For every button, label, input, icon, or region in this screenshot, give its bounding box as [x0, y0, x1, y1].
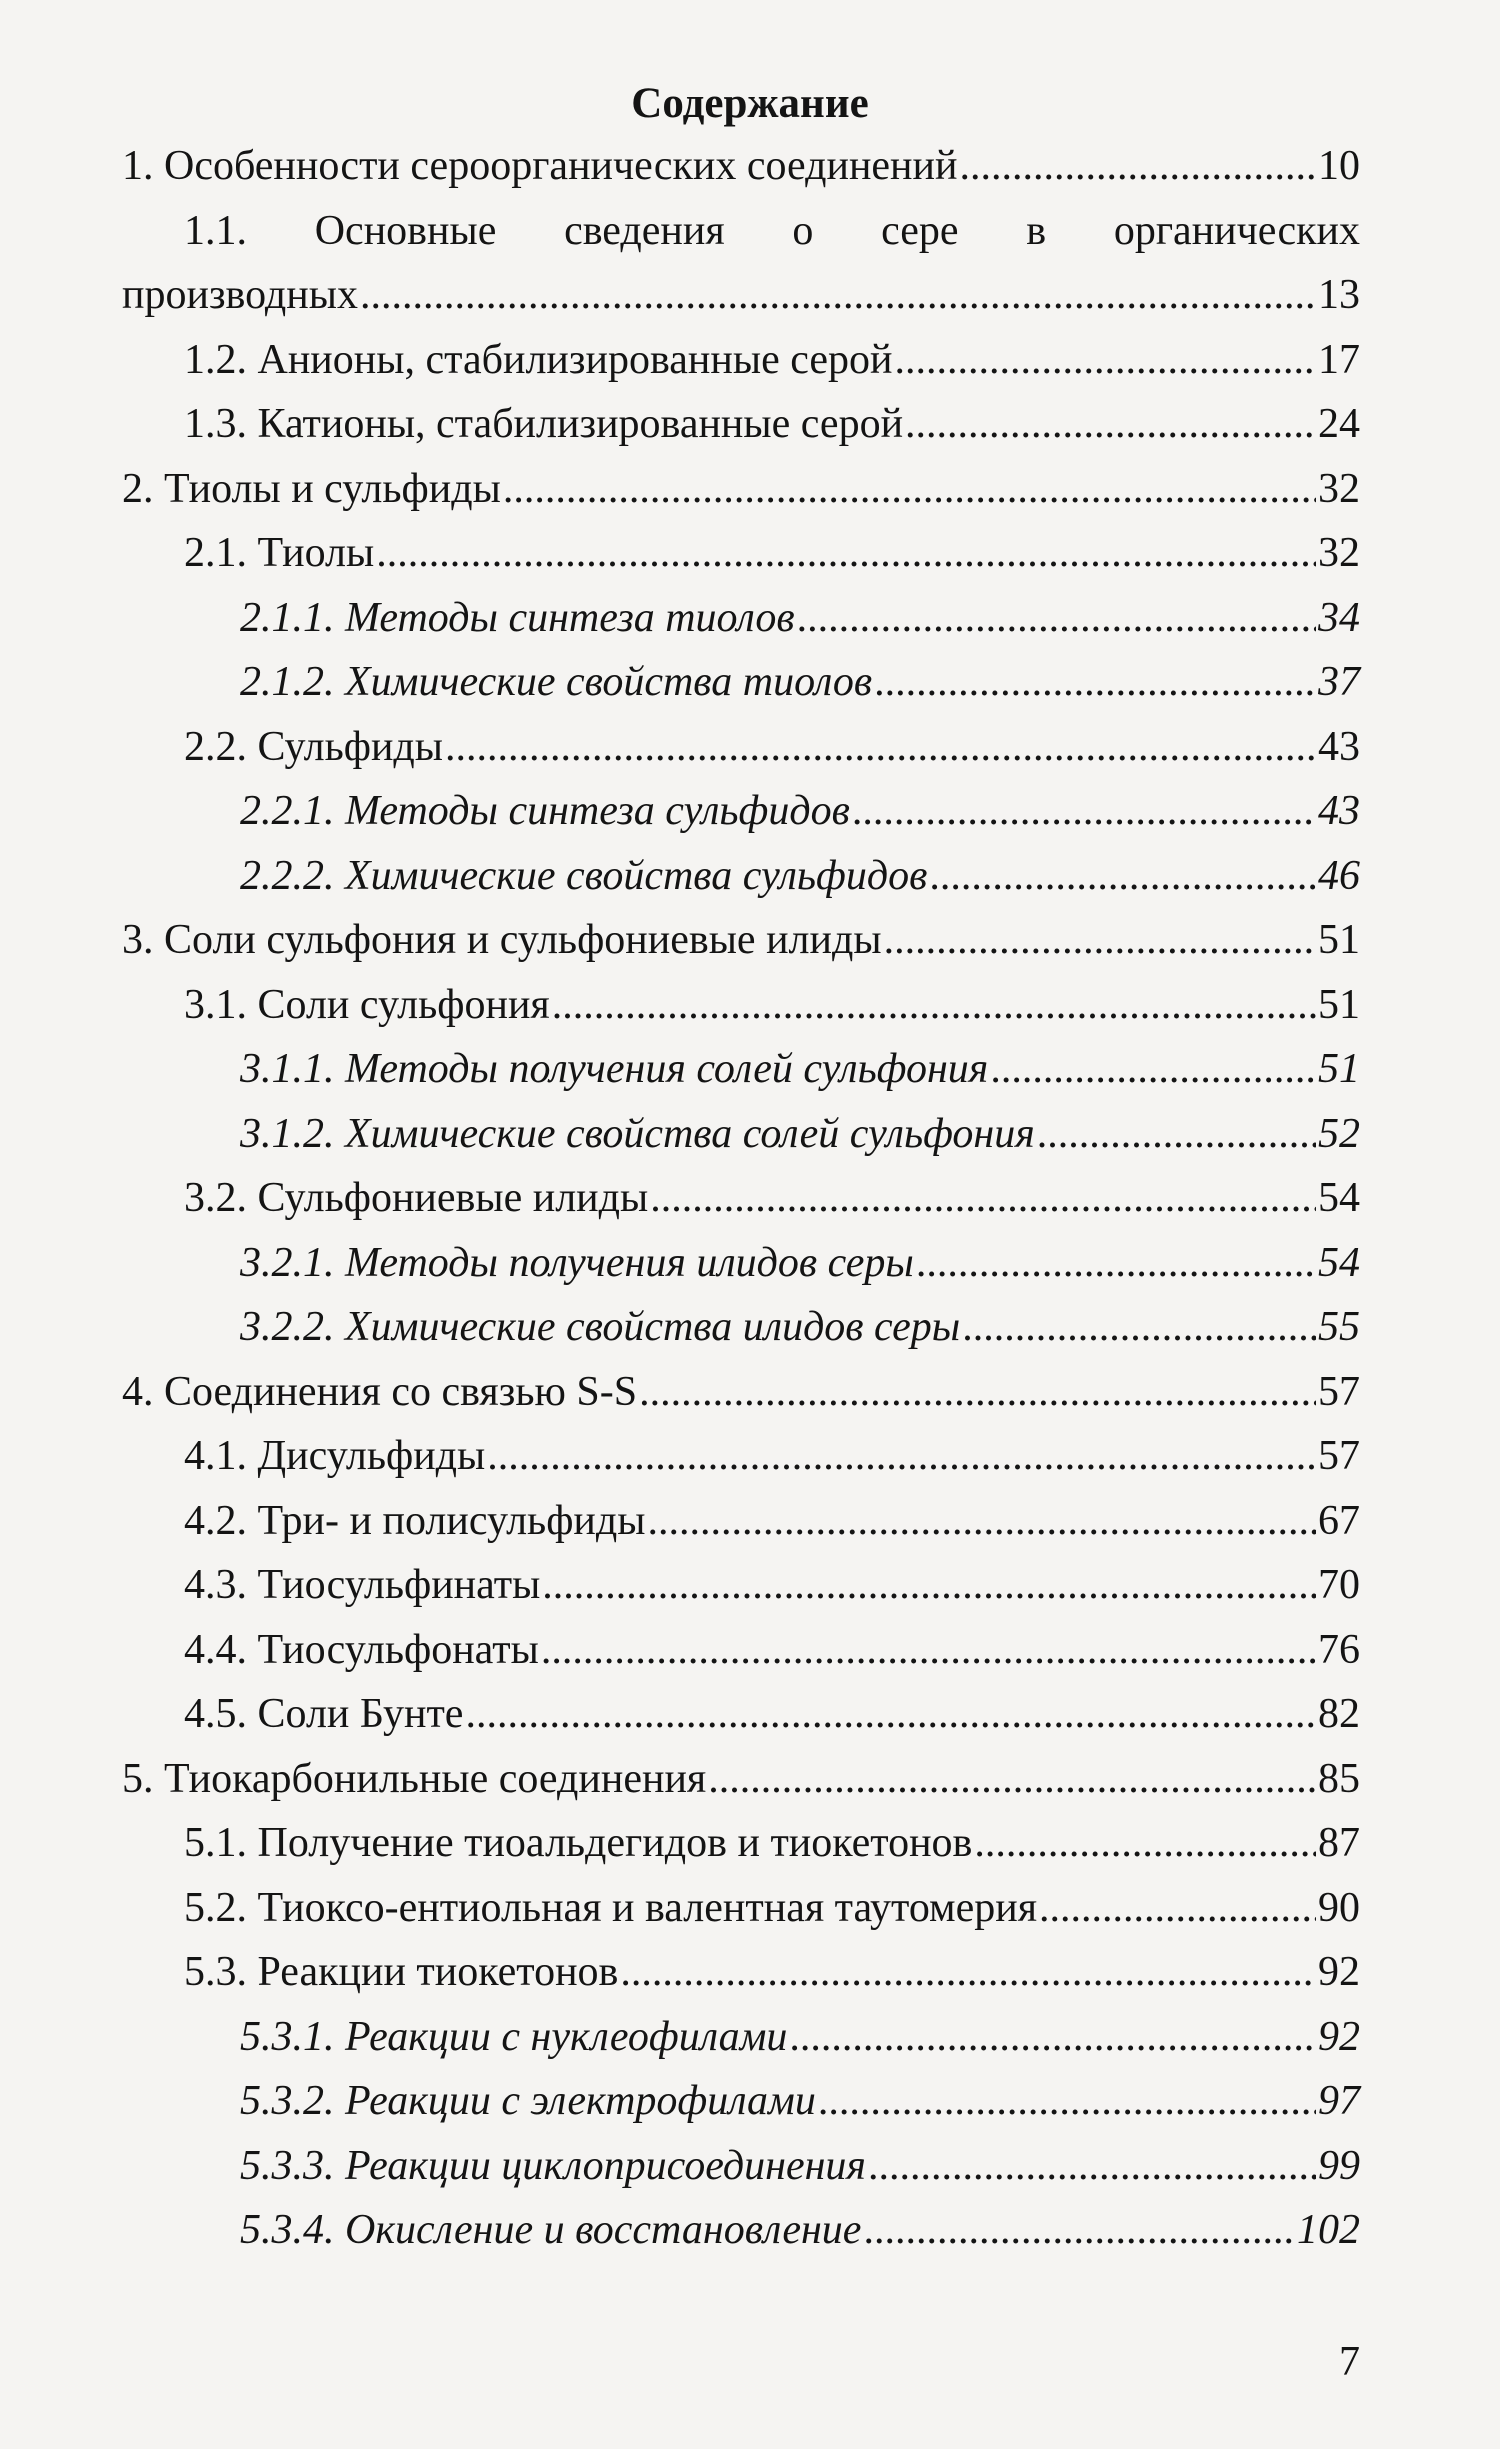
toc-entry[interactable]	[122, 392, 1360, 457]
toc-entry[interactable]	[122, 1231, 1360, 1296]
toc-entry-page: 32	[1318, 530, 1360, 576]
toc-entry-label: 2.2.1. Методы синтеза сульфидов	[240, 788, 850, 834]
toc-entry[interactable]	[122, 1102, 1360, 1167]
toc-entry[interactable]	[122, 1876, 1360, 1941]
toc-entry-label: 5.3.4. Окисление и восстановление	[240, 2207, 862, 2253]
dot-leader	[376, 521, 1316, 586]
toc-entry-word: органических	[1113, 207, 1360, 254]
dot-leader	[929, 844, 1316, 909]
toc-entry-page: 82	[1318, 1691, 1360, 1737]
toc-entry[interactable]	[122, 715, 1360, 780]
toc-entry-page: 76	[1318, 1626, 1360, 1673]
dot-leader	[797, 586, 1316, 651]
toc-entry-page: 90	[1318, 1884, 1360, 1931]
toc-entry-label: 5.3. Реакции тиокетонов	[184, 1949, 619, 1995]
toc-entry-page: 87	[1318, 1820, 1360, 1866]
toc-entry-label: 4.1. Дисульфиды	[184, 1433, 486, 1479]
dot-leader	[360, 263, 1316, 328]
toc-entry-page: 43	[1318, 723, 1360, 770]
dot-leader	[962, 1295, 1316, 1360]
dot-leader	[487, 1424, 1316, 1489]
page-number: 7	[1339, 2339, 1360, 2385]
toc-entry[interactable]	[122, 1360, 1360, 1425]
toc-entry-label: производных	[122, 272, 358, 318]
toc-entry-page: 97	[1318, 2078, 1360, 2124]
dot-leader	[990, 1037, 1316, 1102]
toc-entry[interactable]	[122, 328, 1360, 393]
toc-entry-label: 4.5. Соли Бунте	[184, 1691, 464, 1737]
toc-entry-page: 51	[1318, 981, 1360, 1028]
toc-entry-page: 51	[1318, 1046, 1360, 1092]
toc-entry-word: сере	[881, 207, 959, 254]
toc-entry-label: 2.1.1. Методы синтеза тиолов	[240, 594, 795, 641]
toc-entry-page: 92	[1318, 1949, 1360, 1995]
toc-entry[interactable]	[122, 1811, 1360, 1876]
toc-entry[interactable]	[122, 1424, 1360, 1489]
toc-entry[interactable]	[122, 1166, 1360, 1231]
toc-entry-page: 24	[1318, 401, 1360, 447]
dot-leader	[639, 1360, 1316, 1425]
dot-leader	[818, 2069, 1316, 2134]
toc-entry-page: 46	[1318, 852, 1360, 899]
toc-entry-label: 5.3.1. Реакции с нуклеофилами	[240, 2013, 788, 2060]
toc-entry[interactable]	[122, 2198, 1360, 2263]
toc-entry-page: 17	[1318, 336, 1360, 383]
toc-entry[interactable]	[122, 779, 1360, 844]
toc-entry[interactable]	[122, 1940, 1360, 2005]
dot-leader	[1039, 1876, 1316, 1941]
toc-entry-label: 3. Соли сульфония и сульфониевые илиды	[122, 917, 882, 963]
toc-entry-wrapped-line	[122, 199, 1360, 264]
toc-entry-page: 10	[1318, 143, 1360, 189]
toc-entry-label: 2.1. Тиолы	[184, 530, 375, 576]
toc-entry[interactable]	[122, 1295, 1360, 1360]
toc-entry-word: о	[792, 207, 814, 254]
dot-leader	[542, 1553, 1316, 1618]
toc-entry-word: сведения	[564, 207, 725, 254]
dot-leader	[708, 1747, 1316, 1812]
toc-entry-label: 3.2.1. Методы получения илидов серы	[240, 1239, 914, 1286]
dot-leader	[789, 2005, 1316, 2070]
toc-entry-word: в	[1026, 207, 1047, 254]
dot-leader	[916, 1231, 1316, 1296]
dot-leader	[874, 650, 1316, 715]
toc-entry-label: 4. Соединения со связью S-S	[122, 1368, 638, 1415]
toc-entry[interactable]	[122, 973, 1360, 1038]
toc-entry-page: 54	[1318, 1175, 1360, 1221]
toc-entry[interactable]	[122, 1037, 1360, 1102]
toc-entry-page: 99	[1318, 2142, 1360, 2189]
toc-entry-page: 102	[1297, 2207, 1360, 2253]
toc-entry-label: 3.2.2. Химические свойства илидов серы	[240, 1304, 961, 1350]
toc-entry-page: 70	[1318, 1562, 1360, 1608]
toc-entry-page: 54	[1318, 1239, 1360, 1286]
toc-entry-label: 3.1.1. Методы получения солей сульфония	[240, 1046, 989, 1092]
toc-entry[interactable]	[122, 1553, 1360, 1618]
toc-entry-label: 3.2. Сульфониевые илиды	[184, 1175, 649, 1221]
toc-entry-label: 3.1.2. Химические свойства солей сульфония	[240, 1110, 1035, 1157]
table-of-contents	[122, 134, 1360, 2263]
toc-entry-label: 1.3. Катионы, стабилизированные серой	[184, 401, 904, 447]
toc-entry-label: 4.3. Тиосульфинаты	[184, 1562, 541, 1608]
toc-entry[interactable]	[122, 1489, 1360, 1554]
dot-leader	[974, 1811, 1316, 1876]
toc-entry[interactable]	[122, 1682, 1360, 1747]
toc-entry-page: 57	[1318, 1368, 1360, 1415]
page-title: Содержание	[631, 80, 869, 127]
toc-entry[interactable]	[122, 2134, 1360, 2199]
dot-leader	[650, 1166, 1316, 1231]
toc-entry-label: 5.3.2. Реакции с электрофилами	[240, 2078, 816, 2124]
toc-entry-label: 5. Тиокарбонильные соединения	[122, 1755, 707, 1802]
toc-entry-label: 2.2. Сульфиды	[184, 723, 444, 770]
dot-leader	[863, 2198, 1295, 2263]
toc-entry-word: 1.1.	[184, 207, 247, 254]
toc-entry-label: 2.1.2. Химические свойства тиолов	[240, 659, 873, 705]
toc-entry-page: 34	[1318, 594, 1360, 641]
dot-leader	[852, 779, 1316, 844]
toc-entry-label: 3.1. Соли сульфония	[184, 981, 550, 1028]
toc-entry[interactable]	[122, 134, 1360, 199]
dot-leader	[960, 134, 1317, 199]
dot-leader	[894, 328, 1316, 393]
toc-entry-page: 85	[1318, 1755, 1360, 1802]
toc-entry[interactable]	[122, 1747, 1360, 1812]
toc-entry[interactable]	[122, 908, 1360, 973]
toc-entry-label: 5.3.3. Реакции циклоприсоединения	[240, 2142, 866, 2189]
dot-leader	[541, 1618, 1316, 1683]
toc-entry-word: Основные	[314, 207, 497, 254]
toc-entry-page: 57	[1318, 1433, 1360, 1479]
toc-entry[interactable]	[122, 2005, 1360, 2070]
dot-leader	[465, 1682, 1316, 1747]
toc-entry-page: 55	[1318, 1304, 1360, 1350]
toc-entry-page: 51	[1318, 917, 1360, 963]
toc-entry-label: 1.2. Анионы, стабилизированные серой	[184, 336, 893, 383]
toc-entry-page: 32	[1318, 465, 1360, 512]
toc-entry[interactable]	[122, 650, 1360, 715]
dot-leader	[884, 908, 1316, 973]
toc-entry-label: 4.4. Тиосульфонаты	[184, 1626, 539, 1673]
toc-entry-page: 13	[1318, 272, 1360, 318]
toc-entry-label: 4.2. Три- и полисульфиды	[184, 1497, 646, 1544]
toc-entry-page: 52	[1318, 1110, 1360, 1157]
toc-entry-label: 5.2. Тиоксо-ентиольная и валентная таутомерия	[184, 1884, 1038, 1931]
dot-leader	[445, 715, 1316, 780]
toc-entry[interactable]	[122, 586, 1360, 651]
toc-entry-label: 5.1. Получение тиоальдегидов и тиокетонов	[184, 1820, 973, 1866]
dot-leader	[648, 1489, 1317, 1554]
dot-leader	[552, 973, 1316, 1038]
toc-entry[interactable]	[122, 457, 1360, 522]
toc-entry[interactable]	[122, 1618, 1360, 1683]
dot-leader	[1037, 1102, 1316, 1167]
dot-leader	[620, 1940, 1316, 2005]
toc-entry-page: 37	[1318, 659, 1360, 705]
toc-entry[interactable]	[122, 521, 1360, 586]
toc-entry[interactable]	[122, 844, 1360, 909]
toc-entry-label: 2. Тиолы и сульфиды	[122, 465, 501, 512]
toc-entry-page: 43	[1318, 788, 1360, 834]
dot-leader	[905, 392, 1316, 457]
toc-entry-label: 1. Особенности сероорганических соединений	[122, 143, 958, 189]
toc-entry[interactable]	[122, 2069, 1360, 2134]
dot-leader	[503, 457, 1316, 522]
toc-entry[interactable]	[122, 263, 1360, 328]
dot-leader	[868, 2134, 1316, 2199]
toc-entry-page: 67	[1318, 1497, 1360, 1544]
toc-entry-label: 2.2.2. Химические свойства сульфидов	[240, 852, 928, 899]
toc-entry-page: 92	[1318, 2013, 1360, 2060]
